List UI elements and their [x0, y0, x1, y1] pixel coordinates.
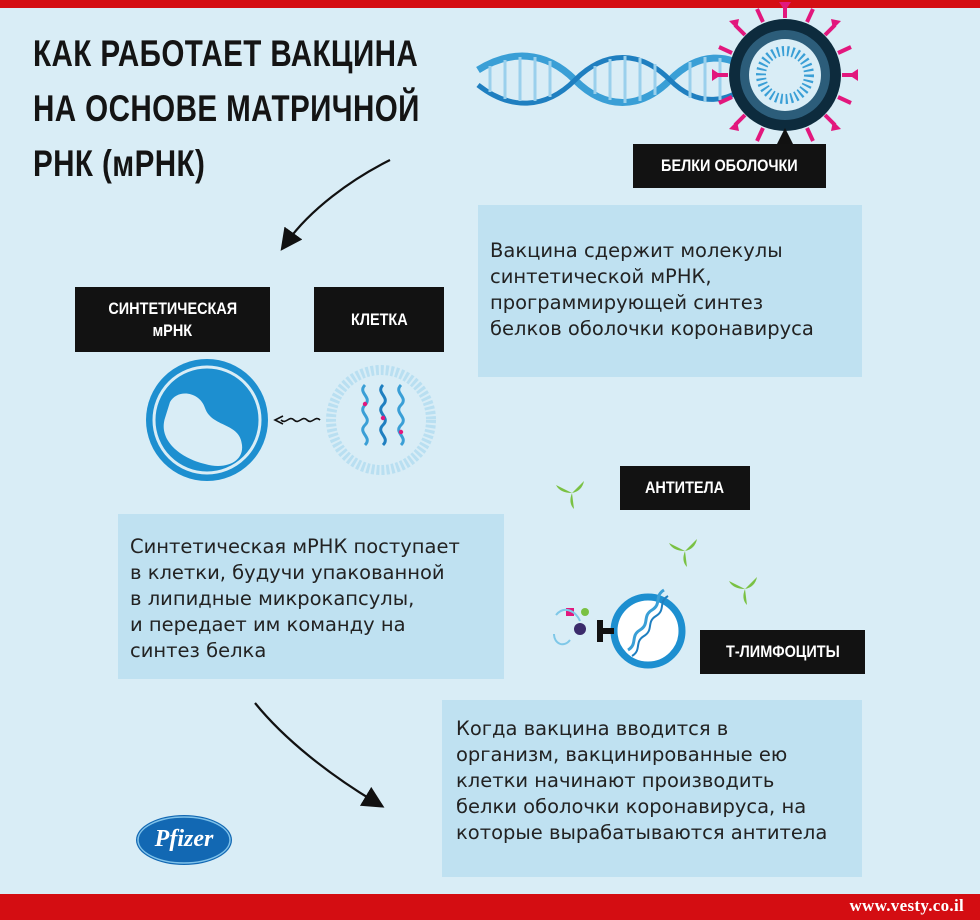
title-line-2: НА ОСНОВЕ МАТРИЧНОЙ [33, 88, 420, 129]
label-antibodies: АНТИТЕЛА [620, 466, 750, 510]
info-line: белки оболочки коронавируса, на [456, 795, 807, 818]
label-synthetic-mrna: СИНТЕТИЧЕСКАЯ мРНК [75, 287, 270, 352]
label-shell-proteins: БЕЛКИ ОБОЛОЧКИ [633, 144, 826, 188]
info-line: и передает им команду на [130, 613, 406, 636]
label-cell: КЛЕТКА [314, 287, 444, 352]
title-line-3: РНК (мРНК) [33, 143, 206, 184]
info-line: клетки начинают производить [456, 769, 775, 792]
info-box-vaccine [478, 205, 862, 377]
info-line: синтетической мРНК, [490, 265, 712, 288]
arrow-icon [287, 160, 390, 242]
pfizer-logo-text: Pfizer [154, 826, 214, 852]
info-line: Синтетическая мРНК поступает [130, 535, 460, 558]
info-line: в клетки, будучи упакованной [130, 561, 445, 584]
arrow-icon [255, 703, 375, 802]
coronavirus-icon [712, 2, 858, 148]
info-line: синтез белка [130, 639, 267, 662]
info-line: Вакцина сдержит молекулы [490, 239, 783, 262]
label-t-lymphocytes: Т-ЛИМФОЦИТЫ [700, 630, 865, 674]
info-line: Когда вакцина вводится в [456, 717, 729, 740]
info-line: белков оболочки коронавируса [490, 317, 814, 340]
arrow-icon [281, 419, 320, 422]
lipid-capsule-icon [331, 370, 431, 470]
site-url: www.vesty.co.il [849, 896, 964, 915]
info-box-entry [118, 514, 504, 679]
bottom-red-bar [0, 894, 980, 920]
info-line: которые вырабатываются антитела [456, 821, 828, 844]
info-box-result [442, 700, 862, 877]
title-line-1: КАК РАБОТАЕТ ВАКЦИНА [33, 33, 419, 74]
info-line: организм, вакцинированные ею [456, 743, 788, 766]
info-line: программирующей синтез [490, 291, 764, 314]
t-cell-icon [554, 590, 682, 665]
cell-icon [146, 359, 268, 481]
info-line: в липидные микрокапсулы, [130, 587, 415, 610]
dna-helix-icon [478, 56, 748, 103]
